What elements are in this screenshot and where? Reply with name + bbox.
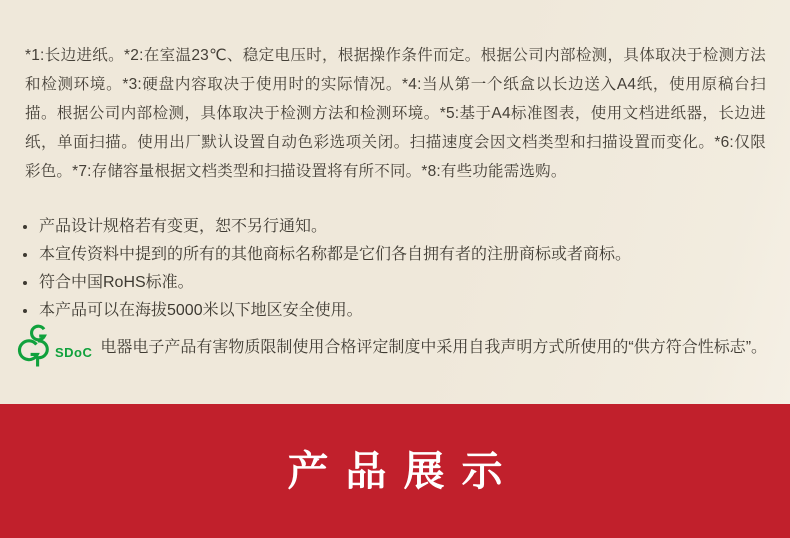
sdoc-row bbox=[17, 324, 767, 368]
bullet-icon bbox=[23, 309, 27, 313]
disclaimer-text: 本产品可以在海拔5000米以下地区安全使用。 bbox=[39, 302, 363, 319]
section-banner bbox=[0, 404, 790, 538]
bullet-icon bbox=[23, 281, 27, 285]
list-item bbox=[22, 302, 631, 319]
list-item bbox=[22, 274, 631, 291]
list-item bbox=[22, 246, 631, 263]
disclaimer-text: 符合中国RoHS标准。 bbox=[39, 274, 194, 291]
bullet-icon bbox=[23, 225, 27, 229]
list-item bbox=[22, 218, 631, 235]
footnotes-paragraph: *1:长边进纸。*2:在室温23℃、稳定电压时，根据操作条件而定。根据公司内部检测，具体取决于检测方法和检测环境。*3:硬盘内容取决于使用时的实际情况。*4:当从第一个纸盒以长边送入A4纸，使用原稿台扫描。根据公司内部检测，具体取决于检测方法和检测环境。*5:基于A4标准图表，使用文档进纸器，长边进纸，单面扫描。使用出厂默认设置自动色彩选项关闭。扫描速度会因文档类型和扫描设置而变化。*6:仅限彩色。*7:存储容量根据文档类型和扫描设置将有所不同。*8:有些功能需选购。 bbox=[25, 47, 766, 180]
sdoc-logo-label: SDoC bbox=[55, 344, 93, 360]
green-product-tree-icon bbox=[17, 324, 53, 368]
sdoc-statement: 电器电子产品有害物质限制使用合格评定制度中采用自我声明方式所使用的“供方符合性标志”。 bbox=[100, 338, 768, 356]
disclaimer-list bbox=[22, 218, 631, 330]
banner-title: 产品展示 bbox=[287, 447, 520, 494]
disclaimer-text: 产品设计规格若有变更，恕不另行通知。 bbox=[39, 218, 328, 235]
disclaimer-text: 本宣传资料中提到的所有的其他商标名称都是它们各自拥有者的注册商标或者商标。 bbox=[39, 246, 632, 263]
bullet-icon bbox=[23, 253, 27, 257]
